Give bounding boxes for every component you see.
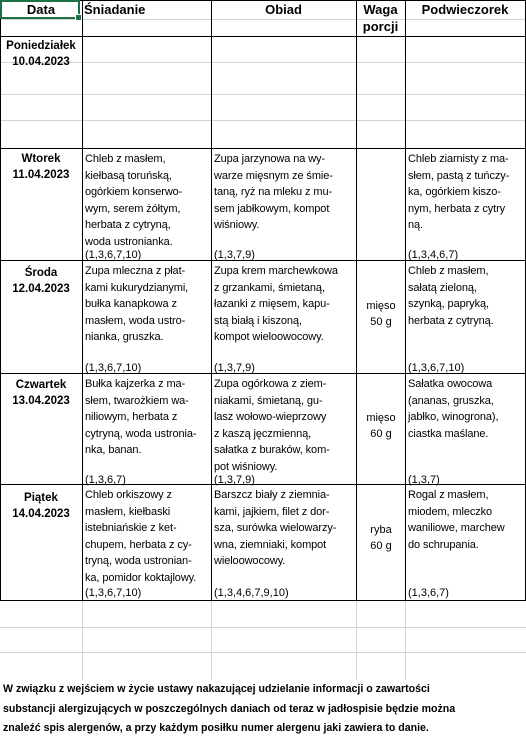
- header-waga-porcji[interactable]: Waga porcji: [362, 2, 399, 34]
- day-date-monday[interactable]: 10.04.2023: [12, 56, 70, 68]
- podwieczorek-tuesday[interactable]: Chleb ziarnisty z ma- słem, pastą z tuńczy- ka, ogórkiem kiszo- nym, herbata z cytry ną.: [408, 153, 510, 231]
- border: [0, 148, 526, 149]
- sniadanie-allergens-wednesday[interactable]: (1,3,6,7,10): [85, 362, 142, 374]
- day-date-thursday[interactable]: 13.04.2023: [12, 395, 70, 407]
- header-podwieczorek[interactable]: Podwieczorek: [421, 2, 509, 17]
- header-data[interactable]: Data: [26, 2, 56, 17]
- gridline: [211, 600, 212, 680]
- podwieczorek-allergens-thursday[interactable]: (1,3,7): [408, 474, 440, 486]
- day-name-friday[interactable]: Piątek: [24, 492, 58, 504]
- border: [0, 484, 526, 485]
- waga-wednesday[interactable]: mięso 50 g: [366, 300, 396, 328]
- allergen-notice[interactable]: W związku z wejściem w życie ustawy nakazującej udzielanie informacji o zawartości substancji alergizujących w poszczególnych daniach od teraz w jadłospisie będzie można znaleźć spis alergenów, a przy każdym posiłku numer alergenu jaki zawiera to danie.: [3, 683, 456, 734]
- obiad-friday[interactable]: Barszcz biały z ziemnia- kami, jajkiem, filet z dor- sza, surówka wielowarzy- wna, ziemniaki, kompot wieloowocowy.: [214, 489, 337, 567]
- waga-friday[interactable]: ryba 60 g: [370, 524, 392, 552]
- border: [0, 36, 526, 37]
- obiad-allergens-wednesday[interactable]: (1,3,7,9): [214, 362, 255, 374]
- podwieczorek-friday[interactable]: Rogal z masłem, miodem, mleczko waniliowe, marchew do schrupania.: [408, 489, 505, 551]
- waga-thursday[interactable]: mięso 60 g: [366, 412, 396, 440]
- day-name-thursday[interactable]: Czwartek: [15, 379, 67, 391]
- obiad-thursday[interactable]: Zupa ogórkowa z ziem- niakami, śmietaną, gu- lasz wołowo-wieprzowy z kaszą jęczmienną, sałatka z buraków, kom- pot wiśniowy.: [214, 378, 330, 473]
- gridline: [0, 627, 526, 628]
- day-name-wednesday[interactable]: Środa: [24, 267, 58, 279]
- gridline: [0, 120, 526, 121]
- obiad-wednesday[interactable]: Zupa krem marchewkowa z grzankami, śmietaną, łazanki z mięsem, kapu- stą białą i kiszoną, kompot wieloowocowy.: [214, 265, 338, 343]
- obiad-allergens-tuesday[interactable]: (1,3,7,9): [214, 249, 255, 261]
- obiad-allergens-thursday[interactable]: (1,3,7,9): [214, 474, 255, 486]
- gridline: [356, 600, 357, 680]
- gridline: [405, 600, 406, 680]
- gridline: [82, 600, 83, 680]
- day-date-friday[interactable]: 14.04.2023: [12, 508, 70, 520]
- day-date-wednesday[interactable]: 12.04.2023: [12, 283, 70, 295]
- podwieczorek-allergens-tuesday[interactable]: (1,3,4,6,7): [408, 249, 459, 261]
- sniadanie-allergens-tuesday[interactable]: (1,3,6,7,10): [85, 249, 142, 261]
- border: [211, 0, 212, 600]
- day-name-tuesday[interactable]: Wtorek: [21, 153, 61, 165]
- podwieczorek-allergens-friday[interactable]: (1,3,6,7): [408, 587, 449, 599]
- header-obiad[interactable]: Obiad: [265, 2, 302, 17]
- day-name-monday[interactable]: Poniedziałek: [6, 40, 76, 52]
- sniadanie-tuesday[interactable]: Chleb z masłem, kiełbasą toruńską, ogórkiem konserwo- wym, serem żółtym, herbata z cytryną, woda ustronianka.: [85, 153, 183, 248]
- border: [82, 0, 83, 600]
- gridline: [0, 652, 526, 653]
- obiad-tuesday[interactable]: Zupa jarzynowa na wy- warze mięsnym ze śmie- taną, ryż na mleku z mu- sem jabłkowym, kompot wiśniowy.: [214, 153, 333, 231]
- obiad-allergens-friday[interactable]: (1,3,4,6,7,9,10): [214, 587, 289, 599]
- sniadanie-friday[interactable]: Chleb orkiszowy z masłem, kiełbaski istebniańskie z ket- chupem, herbata z cy- tryną, woda ustronian- ka, pomidor koktajlowy.: [85, 489, 197, 584]
- sniadanie-thursday[interactable]: Bułka kajzerka z ma- słem, twarożkiem wa- niliowym, herbata z cytryną, woda ustronia- nka, banan.: [85, 378, 197, 456]
- podwieczorek-thursday[interactable]: Sałatka owocowa (ananas, gruszka, jabłko, winogrona), ciastka maślane.: [408, 378, 499, 440]
- podwieczorek-allergens-wednesday[interactable]: (1,3,6,7,10): [408, 362, 465, 374]
- header-sniadanie[interactable]: Śniadanie: [84, 2, 146, 17]
- day-date-tuesday[interactable]: 11.04.2023: [12, 169, 70, 181]
- gridline: [0, 94, 526, 95]
- podwieczorek-wednesday[interactable]: Chleb z masłem, sałatą zieloną, szynką, papryką, herbata z cytryną.: [408, 265, 494, 327]
- sniadanie-allergens-thursday[interactable]: (1,3,6,7): [85, 474, 126, 486]
- sniadanie-wednesday[interactable]: Zupa mleczna z płat- kami kukurydzianymi, bułka kanapkowa z masłem, woda ustro- nianka, gruszka.: [85, 265, 189, 343]
- sniadanie-allergens-friday[interactable]: (1,3,6,7,10): [85, 587, 142, 599]
